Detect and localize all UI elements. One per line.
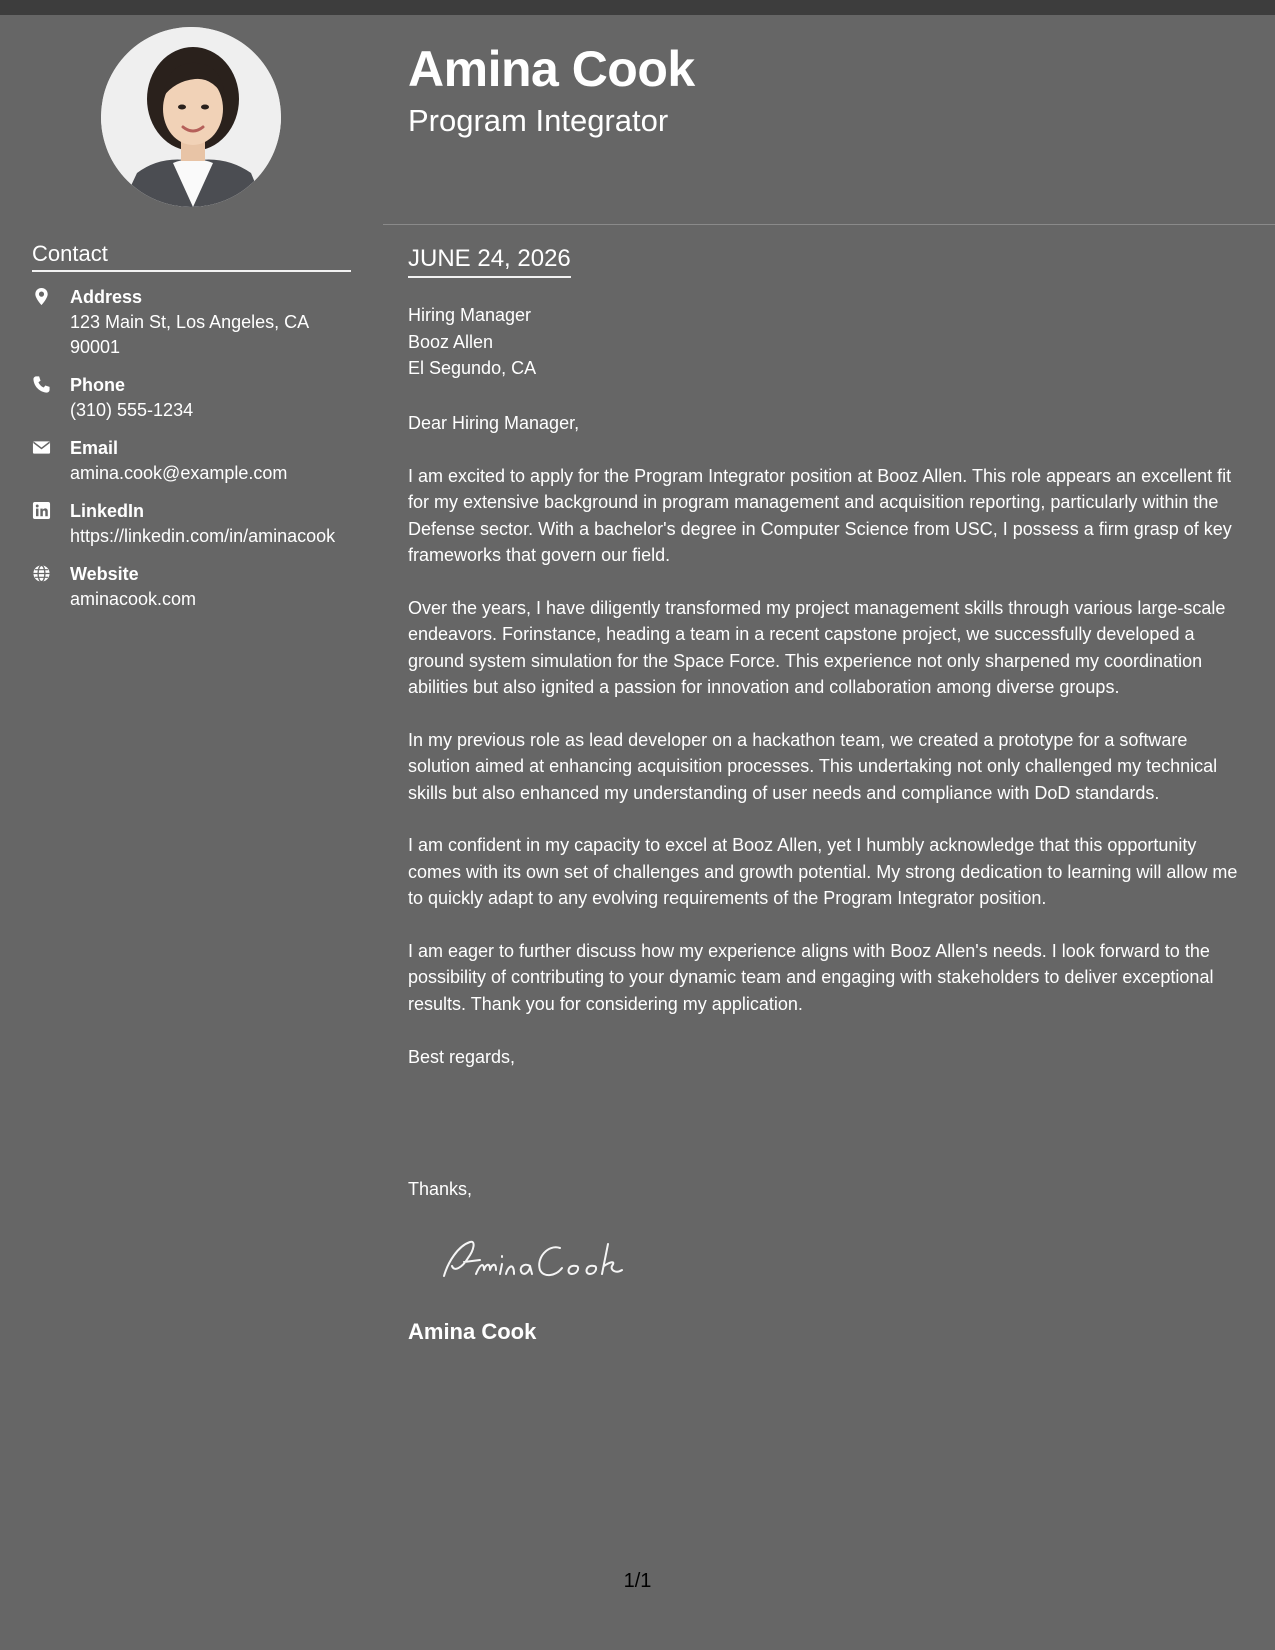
phone-icon <box>32 373 70 423</box>
contact-item-email <box>32 436 352 486</box>
letter-paragraph: In my previous role as lead developer on a hackathon team, we created a prototype for a software solution aimed at enhancing acquisition processes. This undertaking not only challenged my technical skills but also enhanced my understanding of user needs and compliance with DoD standards. <box>408 729 1218 803</box>
linkedin-icon <box>32 499 70 549</box>
signer-name: Amina Cook <box>408 1319 537 1344</box>
globe-icon <box>32 562 70 612</box>
letter-paragraph: I am excited to apply for the Program Integrator position at Booz Allen. This role appears an excellent fit for my extensive background in program management and acquisition reporting, particularly within the Defense sector. With a bachelor's degree in Computer Science from USC, I possess a firm grasp of key frameworks that govern our field. <box>408 465 1232 566</box>
address-value: 123 Main St, Los Angeles, CA 90001 <box>70 312 309 357</box>
profile-photo <box>101 27 281 207</box>
recipient-line: Hiring Manager <box>408 305 532 325</box>
recipient-block <box>408 302 536 382</box>
email-value: amina.cook@example.com <box>70 463 288 483</box>
letter-body <box>408 410 1253 1096</box>
email-label: Email <box>70 438 119 458</box>
contact-item-website <box>32 562 352 612</box>
top-bar <box>0 0 1275 15</box>
linkedin-label: LinkedIn <box>70 501 145 521</box>
letter-date: JUNE 24, 2026 <box>408 245 571 278</box>
contact-item-address <box>32 285 352 360</box>
closing: Best regards, <box>408 1046 516 1067</box>
handwritten-signature <box>440 1236 660 1284</box>
phone-value: (310) 555-1234 <box>70 400 194 420</box>
website-value: aminacook.com <box>70 589 197 609</box>
page-number: 1/1 <box>623 1570 652 1592</box>
letter-paragraph: I am eager to further discuss how my experience aligns with Booz Allen's needs. I look forward to the possibility of contributing to your dynamic team and engaging with stakeholders to deliver exceptional results. Thank you for considering my application. <box>408 941 1214 1014</box>
contact-item-phone <box>32 373 352 423</box>
phone-label: Phone <box>70 375 126 395</box>
recipient-line: El Segundo, CA <box>408 358 537 378</box>
letter-paragraph: I am confident in my capacity to excel at Booz Allen, yet I humbly acknowledge that this opportunity comes with its own set of challenges and growth potential. My strong dedication to learning will allow me to quickly adapt to any evolving requirements of the Program Integrator position. <box>408 835 1238 909</box>
header-divider <box>383 224 1275 225</box>
linkedin-value: https://linkedin.com/in/aminacook <box>70 526 336 546</box>
envelope-icon <box>32 436 70 486</box>
job-title: Program Integrator <box>408 103 669 138</box>
map-pin-icon <box>32 285 70 360</box>
contact-item-linkedin <box>32 499 352 549</box>
contact-list <box>32 285 352 625</box>
contact-heading: Contact <box>32 241 351 272</box>
address-label: Address <box>70 287 143 307</box>
letter-paragraph: Over the years, I have diligently transformed my project management skills through various large-scale endeavors. Forinstance, heading a team in a recent capstone project, we successfully developed a ground system simulation for the Space Force. This experience not only sharpened my coordination abilities but also ignited a passion for innovation and collaboration among diverse groups. <box>408 597 1226 698</box>
salutation: Dear Hiring Manager, <box>408 413 580 433</box>
candidate-name: Amina Cook <box>408 41 695 97</box>
recipient-line: Booz Allen <box>408 331 494 352</box>
website-label: Website <box>70 564 139 584</box>
thanks-line: Thanks, <box>408 1179 473 1199</box>
